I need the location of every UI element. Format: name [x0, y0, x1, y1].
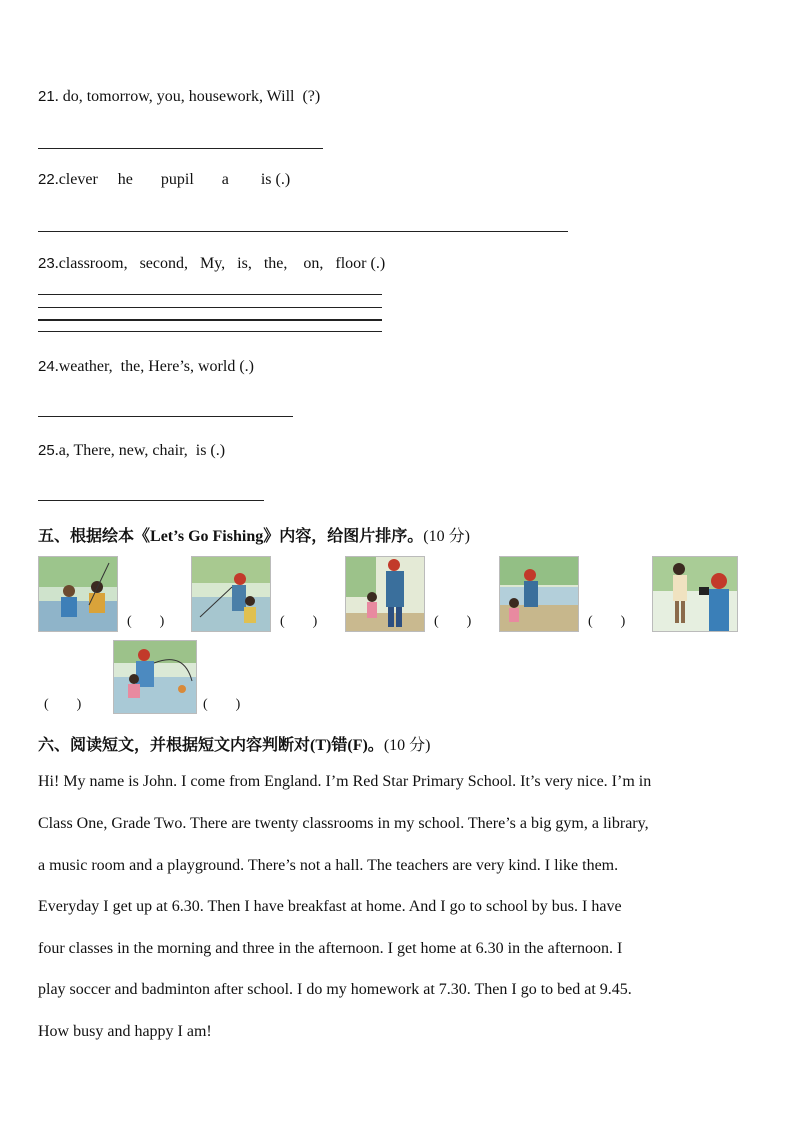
answer-paren-3[interactable]: ( )	[434, 614, 472, 629]
heading-text: 》内容，给图片排序。	[263, 526, 424, 545]
heading-text: 六、阅读短文，并根据短文内容判断对	[38, 735, 311, 754]
score-label: (10 分)	[383, 737, 431, 754]
passage-line: Hi! My name is John. I come from England. I’m Red Star Primary School. It’s very nice. I’m in	[38, 773, 652, 790]
answer-paren-6[interactable]: ( )	[203, 697, 241, 712]
passage-line: Everyday I get up at 6.30. Then I have breakfast at home. And I go to school by bus. I have	[38, 898, 622, 915]
fishing-scene-3-icon	[345, 556, 425, 632]
question-number: 24	[38, 358, 55, 375]
fishing-scene-1-icon	[38, 556, 118, 632]
question-21	[38, 88, 320, 106]
false-marker: (F)	[347, 737, 368, 754]
question-23	[38, 255, 385, 273]
answer-paren-4[interactable]: ( )	[588, 614, 626, 629]
answer-line-21[interactable]	[38, 148, 323, 149]
answer-line-24[interactable]	[38, 416, 293, 417]
answer-paren-1[interactable]: ( )	[127, 614, 165, 629]
answer-line-23c[interactable]	[38, 319, 382, 321]
question-number: 23	[38, 255, 55, 272]
heading-text: 五、根据绘本《	[38, 526, 151, 545]
fishing-scene-2-icon	[191, 556, 271, 632]
question-text: .a, There, new, chair, is (.)	[54, 442, 226, 459]
question-text: .weather, the, Here’s, world (.)	[54, 358, 254, 375]
fishing-scene-5-icon	[652, 556, 738, 632]
question-text: . do, tomorrow, you, housework, Will (?)	[54, 88, 321, 105]
passage-line: a music room and a playground. There’s not a hall. The teachers are very kind. I like them.	[38, 857, 619, 874]
answer-line-23b[interactable]	[38, 307, 382, 308]
score-label: (10 分)	[423, 528, 470, 545]
question-number: 25	[38, 442, 55, 459]
answer-line-25[interactable]	[38, 500, 264, 501]
section-6-heading	[38, 732, 430, 755]
answer-line-23a[interactable]	[38, 294, 382, 295]
heading-text: 。	[367, 735, 384, 754]
section-5-heading	[38, 523, 470, 546]
question-text: .classroom, second, My, is, the, on, floor (.)	[54, 255, 386, 272]
true-marker: (T)	[310, 737, 332, 754]
question-25	[38, 442, 225, 460]
question-text: .clever he pupil a is (.)	[54, 171, 291, 188]
question-22	[38, 171, 290, 189]
passage-line: Class One, Grade Two. There are twenty classrooms in my school. There’s a big gym, a library,	[38, 815, 649, 832]
question-number: 22	[38, 171, 55, 188]
answer-paren-5[interactable]: ( )	[44, 697, 82, 712]
passage-line: How busy and happy I am!	[38, 1023, 212, 1040]
answer-line-22[interactable]	[38, 231, 568, 232]
book-title: Let’s Go Fishing	[150, 528, 264, 545]
fishing-scene-4-icon	[499, 556, 579, 632]
answer-line-23d[interactable]	[38, 331, 382, 332]
question-number: 21	[38, 88, 55, 105]
answer-paren-2[interactable]: ( )	[280, 614, 318, 629]
heading-text: 错	[331, 735, 348, 754]
fishing-scene-6-icon	[113, 640, 197, 714]
passage-line: play soccer and badminton after school. I do my homework at 7.30. Then I go to bed at 9.45.	[38, 981, 632, 998]
question-24	[38, 358, 254, 376]
passage-line: four classes in the morning and three in the afternoon. I get home at 6.30 in the afternoon. I	[38, 940, 623, 957]
